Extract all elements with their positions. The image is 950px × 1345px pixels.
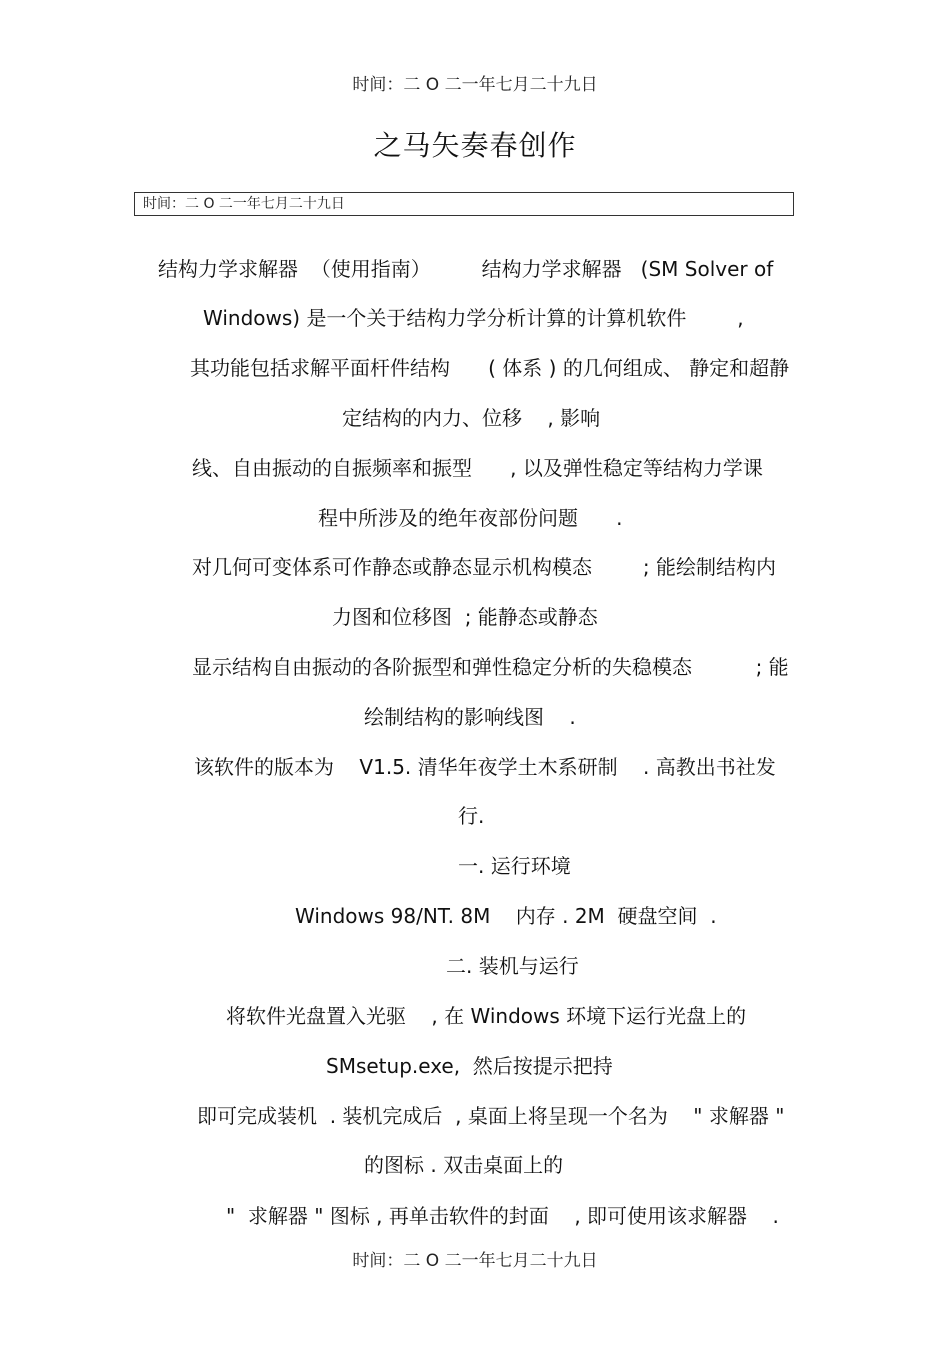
body-line: SMsetup.exe, 然后按提示把持 — [326, 1054, 613, 1078]
header-date: 时间：二 O 二一年七月二十九日 — [352, 75, 598, 95]
section-heading: 二. 装机与运行 — [446, 954, 579, 978]
document-title: 之马矢奏春创作 — [373, 129, 577, 162]
date-box: 时间：二 O 二一年七月二十九日 — [134, 192, 794, 216]
body-line: 的图标 . 双击桌面上的 — [364, 1153, 564, 1177]
body-line: 对几何可变体系可作静态或静态显示机构模态 ; 能绘制结构内 — [192, 555, 776, 579]
body-line: 将软件光盘置入光驱 , 在 Windows 环境下运行光盘上的 — [226, 1004, 747, 1028]
body-line: 即可完成装机 . 装机完成后 , 桌面上将呈现一个名为 " 求解器 " — [197, 1104, 785, 1128]
body-line: " 求解器 " 图标 , 再单击软件的封面 , 即可使用该求解器 . — [226, 1204, 779, 1228]
body-line: 行. — [458, 804, 485, 828]
body-line: Windows 98/NT. 8M 内存 . 2M 硬盘空间 . — [295, 904, 717, 928]
body-line: 显示结构自由振动的各阶振型和弹性稳定分析的失稳模态 ; 能 — [192, 655, 789, 679]
section-heading: 一. 运行环境 — [458, 854, 571, 878]
body-line: 绘制结构的影响线图 . — [364, 705, 576, 729]
body-line: 该软件的版本为 V1.5. 清华年夜学土木系研制 . 高教出书社发 — [194, 755, 776, 779]
body-line: 力图和位移图 ; 能静态或静态 — [332, 605, 598, 629]
body-line: 其功能包括求解平面杆件结构 ( 体系 ) 的几何组成、 静定和超静 — [190, 356, 790, 380]
body-line: 程中所涉及的绝年夜部份问题 . — [318, 506, 623, 530]
body-line: Windows) 是一个关于结构力学分析计算的计算机软件 , — [203, 306, 744, 330]
footer-date: 时间：二 O 二一年七月二十九日 — [352, 1251, 598, 1271]
body-line: 结构力学求解器 （使用指南） 结构力学求解器 (SM Solver of — [158, 257, 774, 281]
body-line: 定结构的内力、位移 , 影响 — [342, 406, 601, 430]
body-line: 线、自由振动的自振频率和振型 , 以及弹性稳定等结构力学课 — [192, 456, 763, 480]
